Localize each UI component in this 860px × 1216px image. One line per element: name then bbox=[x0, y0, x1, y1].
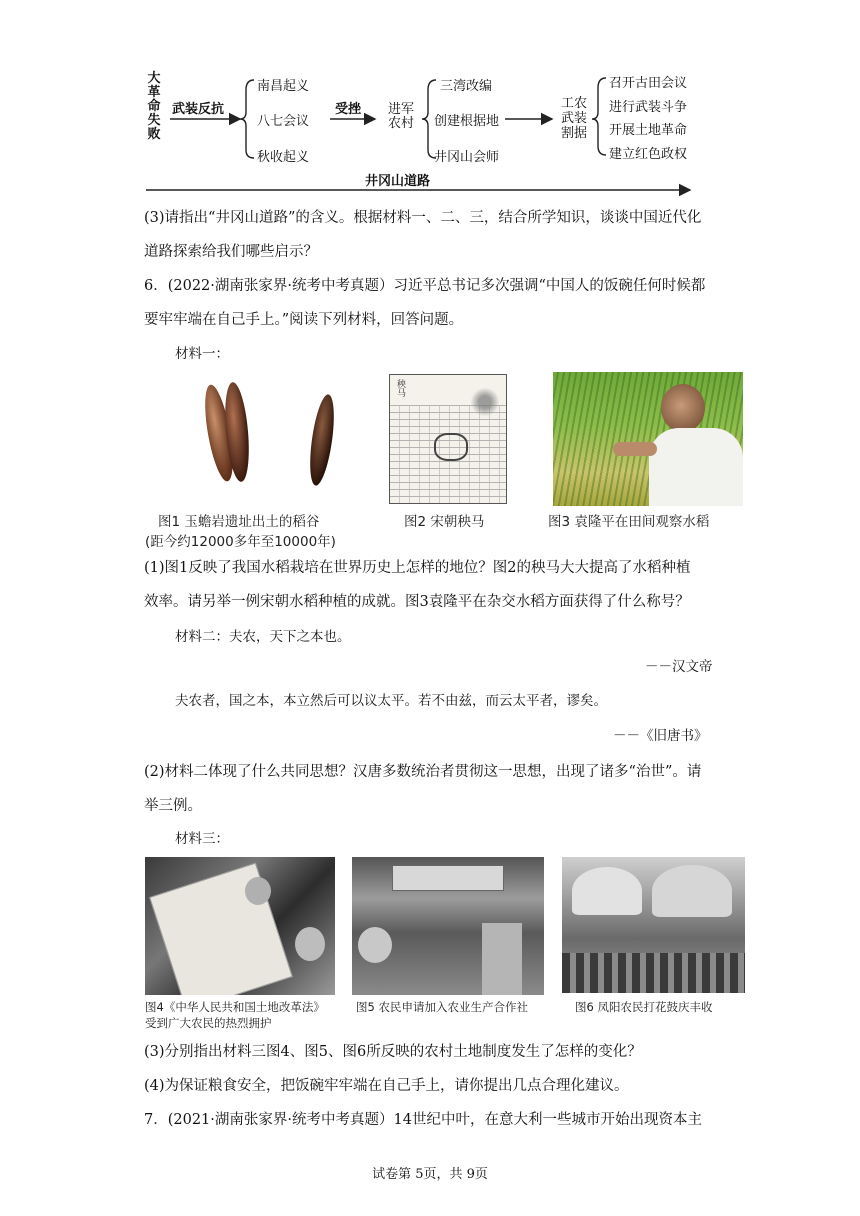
flow-rural-label: 进军农村 bbox=[387, 102, 414, 131]
material-2-line2: 夫农者，国之本，本立然后可以议太平。若不由兹，而云太平者，谬矣。 bbox=[175, 693, 607, 709]
flow-arrows bbox=[0, 0, 860, 200]
figure-4-land-reform bbox=[145, 857, 335, 995]
flow-mid-1: 三湾改编 bbox=[440, 79, 493, 94]
flow-right-2: 进行武装斗争 bbox=[609, 100, 688, 115]
figure-5-caption: 图5 农民申请加入农业生产合作社 bbox=[356, 1000, 528, 1014]
q6-1-line1: (1)图1反映了我国水稻栽培在世界历史上怎样的地位？图2的秧马大大提高了水稻种植 bbox=[144, 560, 691, 576]
material-2-source2: －－《旧唐书》 bbox=[613, 728, 708, 744]
figure-4-caption-line1: 图4《中华人民共和国土地改革法》 bbox=[145, 1000, 325, 1014]
q5-3-line2: 道路探索给我们哪些启示？ bbox=[144, 244, 318, 260]
figure-1-caption-line2: (距今约12000多年至10000年) bbox=[145, 534, 336, 550]
figure-6-fengyang-drum bbox=[562, 857, 745, 993]
q6-intro-line2: 要牢牢端在自己手上。”阅读下列材料，回答问题。 bbox=[144, 312, 464, 328]
flow-uprising-1: 南昌起义 bbox=[257, 79, 310, 94]
flow-regime-label: 工农武装割据 bbox=[560, 96, 587, 141]
flow-right-4: 建立红色政权 bbox=[609, 147, 688, 162]
q6-3: (3)分别指出材料三图4、图5、图6所反映的农村土地制度发生了怎样的变化？ bbox=[144, 1044, 642, 1060]
q6-intro-line1: 6．(2022·湖南张家界·统考中考真题）习近平总书记多次强调“中国人的饭碗任何时候都 bbox=[144, 278, 706, 294]
flow-right-3: 开展土地革命 bbox=[609, 123, 688, 138]
q6-2-line2: 举三例。 bbox=[144, 798, 202, 814]
figure-2-text: 秧马 bbox=[395, 379, 405, 397]
figure-1-caption-line1: 图1 玉蟾岩遗址出土的稻谷 bbox=[158, 514, 320, 530]
figure-6-caption: 图6 凤阳农民打花鼓庆丰收 bbox=[575, 1000, 713, 1014]
flow-right-1: 召开古田会议 bbox=[609, 76, 688, 91]
flow-armed-label: 武装反抗 bbox=[172, 102, 225, 117]
q6-1-line2: 效率。请另举一例宋朝水稻种植的成就。图3袁隆平在杂交水稻方面获得了什么称号？ bbox=[144, 594, 690, 610]
q5-3-line1: (3)请指出“井冈山道路”的含义。根据材料一、二、三，结合所学知识，谈谈中国近代化 bbox=[144, 210, 702, 226]
figure-5-cooperative bbox=[352, 857, 544, 995]
material-2-line1: 材料二：夫农，天下之本也。 bbox=[175, 629, 351, 645]
figure-2-caption: 图2 宋朝秧马 bbox=[404, 514, 485, 530]
flow-uprising-2: 八七会议 bbox=[257, 114, 310, 129]
material-1-label: 材料一： bbox=[175, 346, 229, 362]
q6-4: (4)为保证粮食安全，把饭碗牢牢端在自己手上，请你提出几点合理化建议。 bbox=[144, 1078, 629, 1094]
figure-3-caption: 图3 袁隆平在田间观察水稻 bbox=[548, 514, 710, 530]
material-2-source1: －－汉文帝 bbox=[645, 659, 713, 675]
figure-2-song-yangma bbox=[389, 374, 507, 504]
flow-mid-2: 创建根据地 bbox=[434, 114, 500, 129]
figure-3-yuan-longping bbox=[553, 372, 743, 506]
flow-mid-3: 井冈山会师 bbox=[434, 150, 500, 165]
figure-4-caption-line2: 受到广大农民的热烈拥护 bbox=[145, 1016, 272, 1030]
flow-uprising-3: 秋收起义 bbox=[257, 150, 310, 165]
q6-2-line1: (2)材料二体现了什么共同思想？汉唐多数统治者贯彻这一思想，出现了诸多“治世”。请 bbox=[144, 764, 702, 780]
figure-1-rice-grains bbox=[170, 374, 360, 504]
flow-road-label: 井冈山道路 bbox=[365, 174, 431, 189]
flow-setback-label: 受挫 bbox=[335, 102, 362, 117]
q7-intro: 7．(2021·湖南张家界·统考中考真题）14世纪中叶，在意大利一些城市开始出现资本主 bbox=[144, 1112, 702, 1128]
material-3-label: 材料三： bbox=[175, 831, 229, 847]
flow-left-vertical: 大革命失败 bbox=[147, 71, 161, 142]
page-footer: 试卷第 5页，共 9页 bbox=[372, 1167, 488, 1182]
